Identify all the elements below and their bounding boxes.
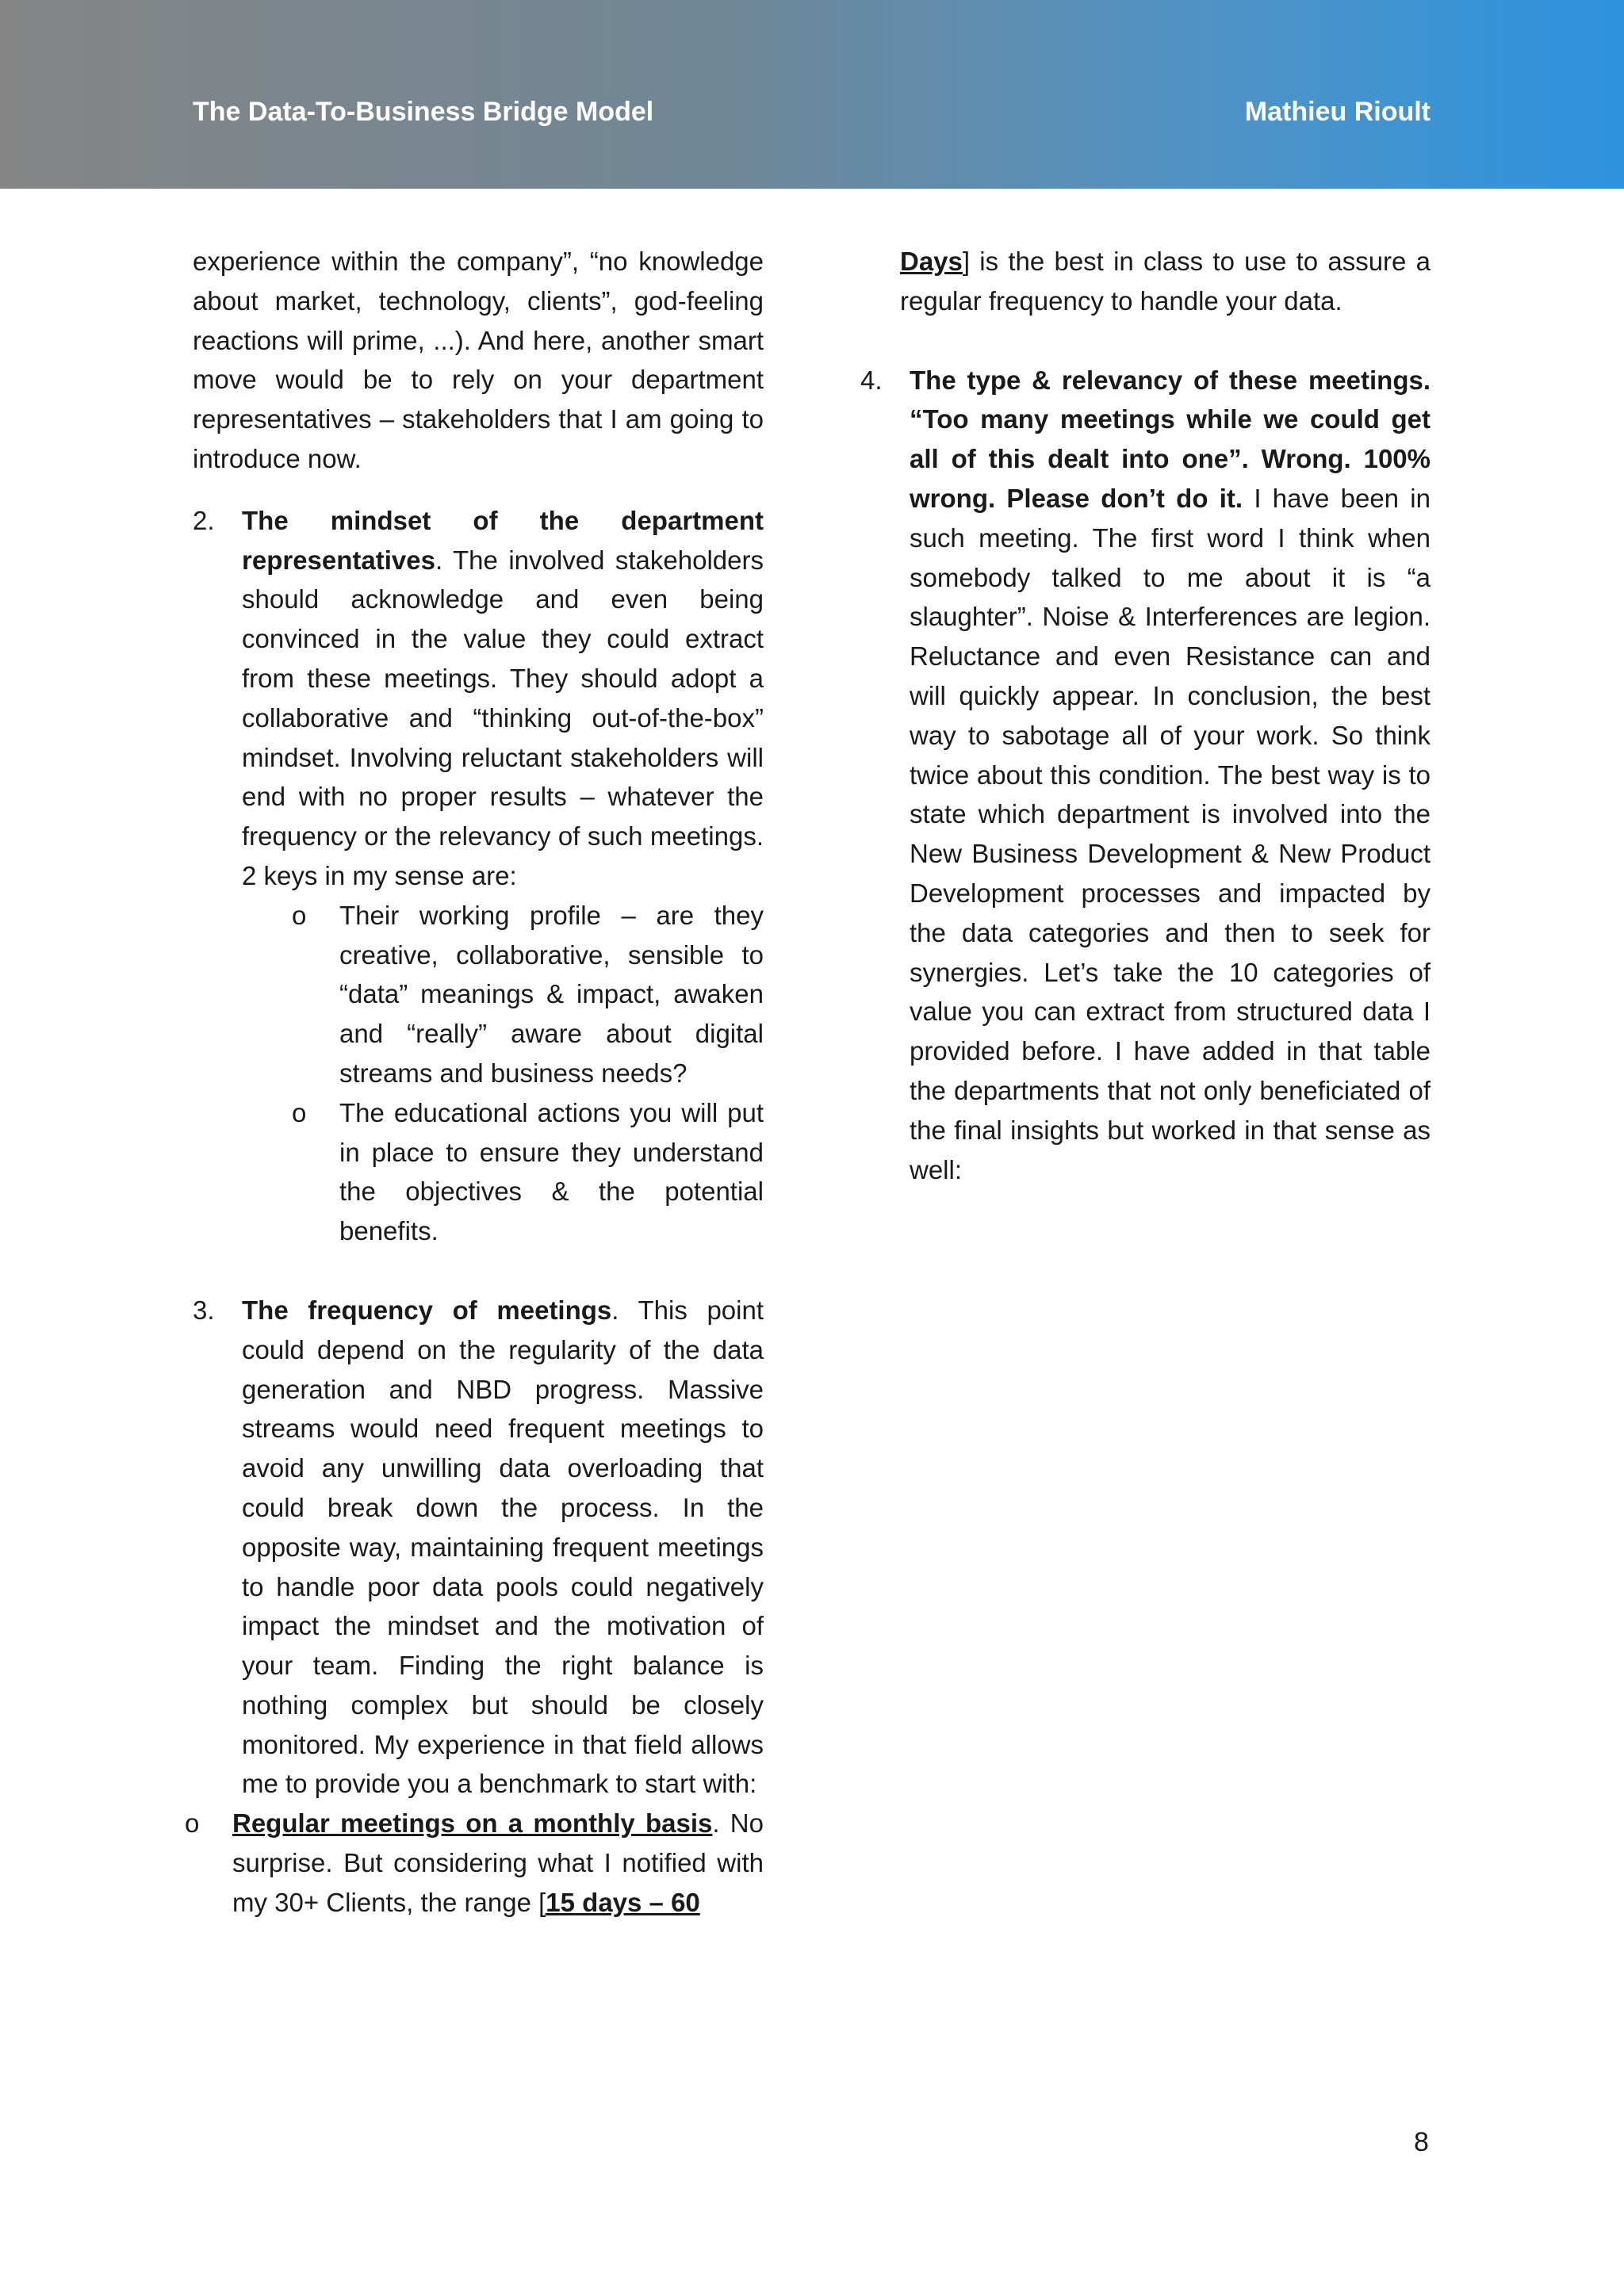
list-item-heading: The type & relevancy of these meetings. “Too many meetings while we could get all of this dealt into one”. Wrong. 100% wrong. Please don’t do it. bbox=[910, 365, 1431, 513]
right-column bbox=[860, 242, 1431, 1189]
range-bracket: [ bbox=[538, 1887, 546, 1917]
list-item-3 bbox=[193, 1291, 764, 1804]
list-item-heading: The frequency of meetings bbox=[242, 1295, 612, 1325]
list-item bbox=[292, 1093, 764, 1251]
range-value: Days bbox=[900, 247, 963, 276]
page-header bbox=[0, 0, 1624, 189]
continuation-paragraph bbox=[900, 242, 1431, 321]
list-item bbox=[292, 896, 764, 1093]
bullet-icon: o bbox=[292, 900, 307, 930]
list-item-text: I have been in such meeting. The first word I think when somebody talked to me about it is “a slaughter”. Noise & Interferences are legion. Reluctance and even Resistance can and will quickly appear. In conclusion, the best way to sabotage all of your work. So think twice about this condition. The best way is to state which department is involved into the New Business Development & New Product Development processes and impacted by the data categories and then to seek for synergies. Let’s take the 10 categories of value you can extract from structured data I provided before. I have added in that table the departments that not only beneficiated of the final insights but worked in that sense as well: bbox=[910, 483, 1431, 1184]
intro-paragraph: experience within the company”, “no knowledge about market, technology, clients”, god-feeling reactions will prime, ...). And here, another smart move would be to rely on your department representatives – stakeholders that I am going to introduce now. bbox=[193, 247, 764, 473]
continuation-text: is the best in class to use to assure a regular frequency to handle your data. bbox=[900, 247, 1431, 316]
bullet-text: The educational actions you will put in place to ensure they understand the objectives & the potential benefits. bbox=[339, 1097, 764, 1246]
left-column bbox=[185, 242, 764, 1923]
list-item-text: . The involved stakeholders should acknowledge and even being convinced in the value they could extract from these meetings. They should adopt a collaborative and “thinking out-of-the-box” mindset. Involving reluctant stakeholders will end with no proper results – whatever the frequency or the relevancy of such meetings. 2 keys in my sense are: bbox=[242, 545, 764, 890]
list-item-text: . This point could depend on the regularity of the data generation and NBD progress. Massive streams would need frequent meetings to avoid any unwilling data overloading that could break down the process. In the opposite way, maintaining frequent meetings to handle poor data pools could negatively impact the mindset and the motivation of your team. Finding the right balance is nothing complex but should be closely monitored. My experience in that field allows me to provide you a benchmark to start with: bbox=[242, 1295, 764, 1799]
range-value: 15 days – 60 bbox=[546, 1887, 700, 1917]
list-item bbox=[185, 1804, 764, 1922]
page-number: 8 bbox=[1414, 2127, 1429, 2157]
range-bracket: ] bbox=[962, 247, 971, 276]
list-item-2 bbox=[193, 501, 764, 896]
bullet-icon: o bbox=[185, 1808, 200, 1839]
bullet-heading: Regular meetings on a monthly basis bbox=[232, 1808, 713, 1839]
bullet-text: . No surprise. But considering what I notified with my 30+ Clients, the range bbox=[232, 1808, 764, 1917]
bullet-text: Their working profile – are they creative, collaborative, sensible to “data” meanings & impact, awaken and “really” aware about digital streams and business needs? bbox=[339, 900, 764, 1088]
document-title: The Data-To-Business Bridge Model bbox=[193, 97, 654, 127]
list-number: 2. bbox=[193, 505, 215, 535]
list-number: 3. bbox=[193, 1295, 215, 1325]
list-number: 4. bbox=[860, 365, 883, 395]
list-item-4 bbox=[860, 361, 1431, 1190]
document-author: Mathieu Rioult bbox=[1244, 97, 1431, 127]
bullet-icon: o bbox=[292, 1097, 307, 1127]
list-item-heading: The mindset of the department representatives bbox=[242, 505, 764, 575]
